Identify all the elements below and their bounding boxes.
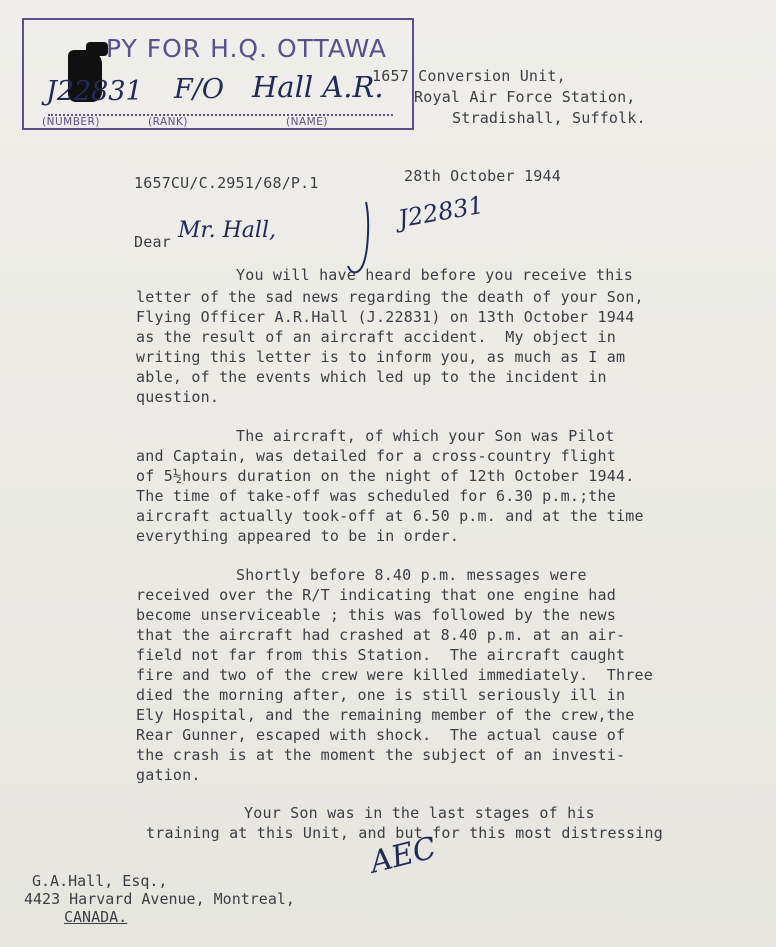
paragraph-line: Shortly before 8.40 p.m. messages were: [236, 566, 587, 584]
paragraph-line: letter of the sad news regarding the death of your Son,: [136, 288, 644, 306]
stamp-label-number: (NUMBER): [42, 116, 100, 128]
margin-annotation: J22831: [396, 190, 486, 234]
copy-stamp: [22, 18, 414, 130]
paragraph-line: gation.: [136, 766, 201, 784]
paragraph-line: as the result of an aircraft accident. My object in: [136, 328, 616, 346]
salutation-prefix: Dear: [134, 233, 171, 251]
paragraph-line: of 5½hours duration on the night of 12th October 1944.: [136, 467, 635, 485]
handwritten-rank: F/O: [174, 74, 224, 105]
paragraph-line: question.: [136, 388, 220, 406]
paragraph-line: Rear Gunner, escaped with shock. The actual cause of: [136, 726, 626, 744]
paragraph-line: received over the R/T indicating that one engine had: [136, 586, 616, 604]
recipient-line-2: 4423 Harvard Avenue, Montreal,: [24, 890, 295, 908]
paragraph-line: become unserviceable ; this was followed by the news: [136, 606, 616, 624]
stamp-label-rank: (RANK): [148, 116, 188, 128]
paragraph-line: the crash is at the moment the subject of an investi-: [136, 746, 626, 764]
paragraph-line: You will have heard before you receive this: [236, 266, 633, 284]
recipient-line-1: G.A.Hall, Esq.,: [32, 872, 168, 890]
paragraph-line: The aircraft, of which your Son was Pilot: [236, 427, 615, 445]
salutation-name: Mr. Hall,: [178, 218, 276, 243]
stamp-label-name: (NAME): [286, 116, 328, 128]
paragraph-line: field not far from this Station. The aircraft caught: [136, 646, 626, 664]
paragraph-line: everything appeared to be in order.: [136, 527, 460, 545]
paragraph-line: The time of take-off was scheduled for 6.30 p.m.;the: [136, 487, 616, 505]
paragraph-line: aircraft actually took-off at 6.50 p.m. and at the time: [136, 507, 644, 525]
recipient-line-3: CANADA.: [64, 908, 128, 926]
unit-address-line-3: Stradishall, Suffolk.: [452, 109, 646, 127]
unit-address-line-1: 1657 Conversion Unit,: [372, 67, 566, 85]
ink-blot-top: [86, 42, 108, 56]
unit-address-line-2: Royal Air Force Station,: [414, 88, 636, 106]
paragraph-line: fire and two of the crew were killed immediately. Three: [136, 666, 653, 684]
stamp-title: PY FOR H.Q. OTTAWA: [106, 34, 388, 63]
paragraph-line: training at this Unit, and but for this most distressing: [146, 824, 663, 842]
paragraph-line: able, of the events which led up to the incident in: [136, 368, 607, 386]
paragraph-line: died the morning after, one is still seriously ill in: [136, 686, 626, 704]
reference-number: 1657CU/C.2951/68/P.1: [134, 174, 319, 192]
paragraph-line: writing this letter is to inform you, as much as I am: [136, 348, 626, 366]
handwritten-name: Hall A.R.: [252, 70, 384, 104]
letter-date: 28th October 1944: [404, 167, 561, 185]
handwritten-initials: AEC: [366, 830, 440, 881]
paragraph-line: that the aircraft had crashed at 8.40 p.m. at an air-: [136, 626, 626, 644]
paragraph-line: Ely Hospital, and the remaining member of the crew,the: [136, 706, 635, 724]
pen-stroke-mark: [344, 200, 384, 300]
paragraph-line: Your Son was in the last stages of his: [244, 804, 595, 822]
paragraph-line: and Captain, was detailed for a cross-country flight: [136, 447, 616, 465]
paragraph-line: Flying Officer A.R.Hall (J.22831) on 13th October 1944: [136, 308, 635, 326]
handwritten-number: J22831: [46, 76, 143, 107]
